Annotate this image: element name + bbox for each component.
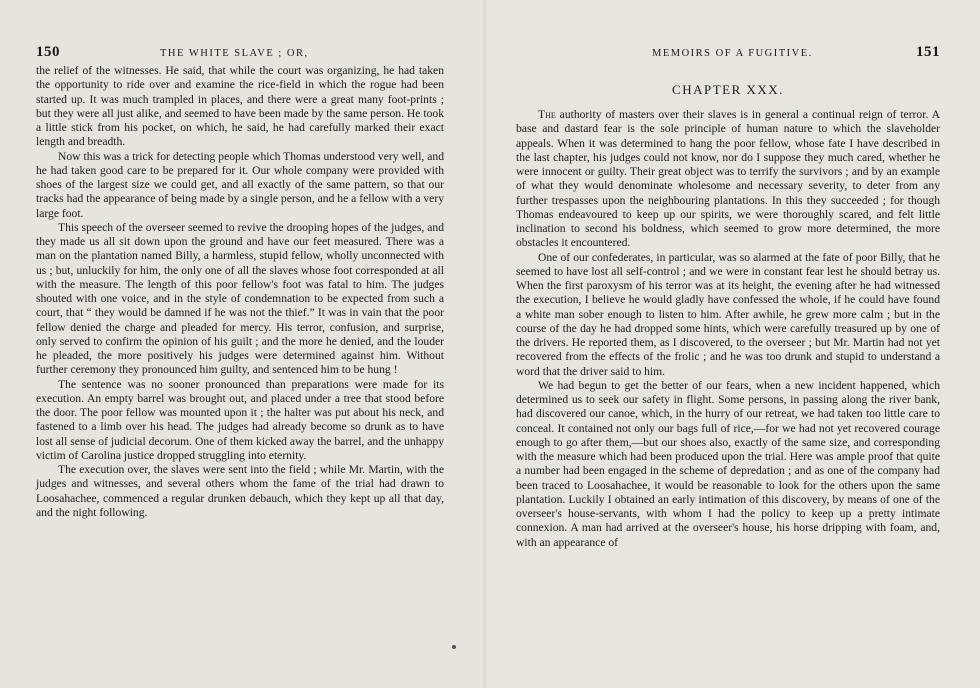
right-page [486,0,980,688]
paragraph: The execution over, the slaves were sent into the field ; while Mr. Martin, with the judges and witnesses, and several others whom the fame of the trial had drawn to Loosahachee, commenced a regular drunken debauch, which they kept up all that day, and the night following. [36,463,444,519]
left-page-body [36,64,444,520]
paragraph: We had begun to get the better of our fears, when a new incident happened, which determined us to seek our safety in flight. Some persons, in passing along the river bank, had discovered our canoe, which, in the hurry of our retreat, we had taken too little care to conceal. It contained not only our bags full of rice,—for we had not yet recovered courage enough to go after them,—but our shoes also, exactly of the same size, and corresponding with the measure which had been produced upon the trial. Here was ample proof that quite a number had been engaged in the scheme of depredation ; and as one of the company had been traced to Loosahachee, it would be reasonable to look for the others upon the same plantation. Luckily I obtained an early intimation of this discovery, by means of one of the overseer's house-servants, with whom I had the policy to keep up a pretty intimate connexion. A man had arrived at the overseer's house, his horse dripping with foam, and, with an appearance of [516,378,940,549]
chapter-title: CHAPTER XXX. [672,82,784,97]
left-page-number: 150 [36,44,60,60]
paragraph: the relief of the witnesses. He said, that while the court was organizing, he had taken the opportunity to ride over and examine the rice-field in which the rogue had been started up. It was much trampled in places, and there were a great many foot-prints ; but they were all just alike, and seemed to have been made by the same person. He took a little stick from his pocket, on which, he said, he had carefully marked their exact length and breadth. [36,64,444,149]
opening-paragraph-text: authority of masters over their slaves is in general a continual reign of terror. A base and dastard fear is the sole principle of human nature to which the slaveholder appeals. When it was determined to hang the poor fellow, whose fate I have described in the last chapter, his judges could not know, nor do I suppose they much cared, whether he were innocent or guilty. Their great object was to terrify the survivors ; and by an example of what they would denominate wholesome and necessary severity, to deter from any further trespasses upon the neighbouring plantations. In this they succeeded ; for though Thomas endeavoured to keep up our spirits, we were thoroughly scared, and felt little inclination to second his boldness, which seemed to grow more determined, the more obstacles it encountered. [516,108,940,250]
right-page-number: 151 [916,44,940,60]
right-running-head: MEMOIRS OF A FUGITIVE. [652,48,813,59]
left-page [0,0,486,688]
paragraph [516,108,940,251]
ink-speck [452,645,456,649]
left-page-header [36,36,444,64]
paragraph: One of our confederates, in particular, was so alarmed at the fate of poor Billy, that he seemed to have lost all self-control ; and we were in constant fear lest he should betray us. When the first paroxysm of his terror was at its height, the evening after he had witnessed the execution, I believe he would gladly have confessed the whole, if he could have found a white man sober enough to listen to him. After awhile, he grew more calm ; but in the course of the day he had dropped some hints, which were carefully treasured up by one of the drivers. He reported them, as I discovered, to the overseer ; but Mr. Martin had not yet recovered from the effects of the frolic ; and he was too drunk and stupid to understand a word that the driver said to him. [516,250,940,378]
right-page-header [516,36,940,64]
right-page-body [516,108,940,550]
paragraph: The sentence was no sooner pronounced than preparations were made for its execution. An empty barrel was brought out, and placed under a tree that stood before the door. The poor fellow was mounted upon it ; the halter was put about his neck, and fastened to a limb over his head. The judges had already become so drunk as to have lost all sense of judicial decorum. One of them kicked away the barrel, and the unhappy victim of Carolina justice dropped struggling into eternity. [36,377,444,462]
paragraph: This speech of the overseer seemed to revive the drooping hopes of the judges, and they made us all sit down upon the ground and have our feet measured. There was a man on the plantation named Billy, a harmless, stupid fellow, wholly unconnected with us ; but, unluckily for him, the only one of all the slaves whose foot corresponded at all with the measure. The length of this poor fellow's foot was fatal to him. The judges shouted with one voice, and in the style of condemnation to be expected from such a court, that “ they would be damned if he was not the thief.” It was in vain that the poor fellow denied the charge and pleaded for mercy. His terror, confusion, and surprise, only served to confirm the opinion of his guilt ; and the more he denied, and the louder he pleaded, the more positively his judges were determined against him. Without further ceremony they pronounced him guilty, and sentenced him to be hung ! [36,220,444,377]
paragraph: Now this was a trick for detecting people which Thomas understood very well, and he had taken good care to be prepared for it. Our whole company were provided with shoes of the largest size we could get, and all exactly of the same pattern, so that our tracks had the appearance of being made by a single person, and he a fellow with a very large foot. [36,149,444,220]
left-running-head: THE WHITE SLAVE ; OR, [160,48,309,59]
opening-word: The [538,108,556,121]
